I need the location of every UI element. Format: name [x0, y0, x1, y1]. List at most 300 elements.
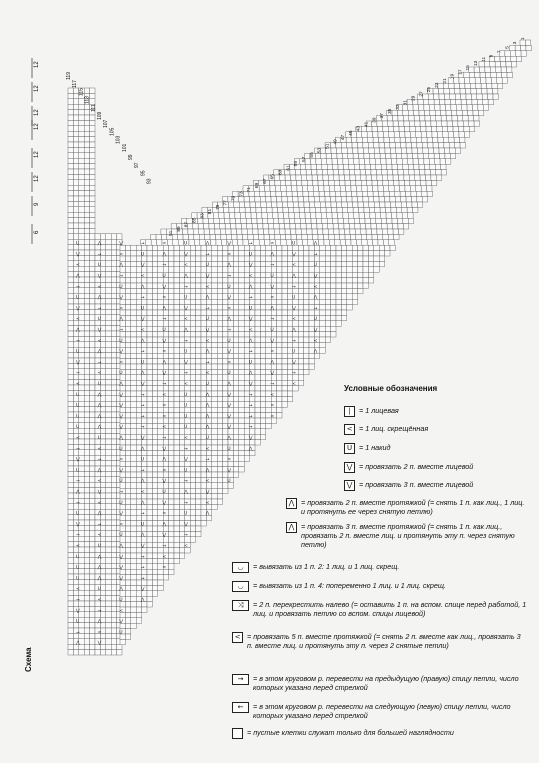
chart-cell: [260, 391, 265, 396]
chart-cell: [125, 558, 130, 563]
chart-cell: [212, 418, 217, 423]
chart-cell: [363, 272, 368, 277]
stitch-symbol: ⋀: [162, 360, 167, 366]
chart-cell: [106, 299, 111, 304]
chart-cell: [325, 337, 330, 342]
chart-cell: [100, 590, 105, 595]
chart-cell: [84, 612, 89, 617]
chart-cell: [362, 240, 367, 245]
stitch-symbol: U: [140, 360, 145, 366]
yarn-over-icon: U: [344, 443, 355, 454]
chart-cell: [268, 224, 273, 229]
chart-cell: [225, 224, 230, 229]
chart-cell: [152, 342, 157, 347]
stitch-symbol: <: [97, 446, 102, 452]
chart-cell: [251, 213, 256, 218]
chart-cell: [152, 542, 157, 547]
chart-cell: [125, 618, 130, 623]
chart-cell: [73, 131, 78, 136]
row-number: 89: [176, 226, 182, 232]
stitch-symbol: U: [76, 295, 80, 301]
chart-cell: [297, 240, 302, 245]
chart-cell: [304, 310, 309, 315]
chart-cell: [79, 417, 84, 422]
chart-cell: [84, 536, 89, 541]
chart-cell: [163, 575, 168, 580]
chart-cell: [196, 386, 201, 391]
stitch-symbol: ⋀: [205, 425, 210, 431]
chart-cell: [111, 342, 116, 347]
chart-cell: [341, 305, 346, 310]
chart-cell: [414, 170, 419, 175]
chart-cell: [497, 78, 502, 83]
chart-cell: [169, 542, 174, 547]
chart-cell: [382, 224, 387, 229]
chart-cell: [90, 547, 95, 552]
stitch-symbol: <: [227, 252, 232, 258]
chart-cell: [325, 310, 330, 315]
chart-cell: [79, 423, 84, 428]
chart-cell: [84, 315, 89, 320]
chart-cell: [190, 245, 195, 250]
chart-cell: [111, 455, 116, 460]
chart-cell: [111, 650, 116, 655]
chart-cell: [169, 251, 174, 256]
chart-cell: [374, 256, 379, 261]
chart-cell: [426, 180, 431, 185]
chart-cell: [418, 153, 423, 158]
chart-cell: [79, 466, 84, 471]
chart-cell: [90, 261, 95, 266]
chart-cell: [212, 353, 217, 358]
stitch-symbol: ⋀: [227, 263, 231, 269]
chart-cell: [90, 585, 95, 590]
chart-cell: [385, 245, 390, 250]
chart-cell: [352, 294, 357, 299]
chart-cell: [217, 375, 222, 380]
chart-cell: [255, 413, 260, 418]
chart-cell: [336, 294, 341, 299]
chart-cell: [382, 121, 387, 126]
chart-cell: [455, 148, 460, 153]
chart-cell: [363, 202, 368, 207]
chart-cell: [152, 321, 157, 326]
chart-cell: [398, 170, 403, 175]
chart-cell: [79, 164, 84, 169]
chart-cell: [131, 548, 136, 553]
stitch-symbol: <: [313, 284, 318, 290]
chart-cell: [84, 331, 89, 336]
chart-cell: [335, 191, 340, 196]
chart-cell: [239, 294, 244, 299]
chart-cell: [90, 455, 95, 460]
chart-cell: [455, 143, 460, 148]
chart-cell: [90, 444, 95, 449]
chart-cell: [68, 558, 73, 563]
chart-cell: [238, 240, 243, 245]
chart-cell: [111, 245, 116, 250]
chart-cell: [402, 159, 407, 164]
chart-cell: [152, 580, 157, 585]
chart-cell: [84, 239, 89, 244]
stitch-symbol: ⋁: [119, 425, 123, 431]
chart-cell: [282, 315, 287, 320]
chart-cell: [152, 483, 157, 488]
chart-cell: [308, 240, 313, 245]
cross-left-icon: ⤨: [232, 600, 249, 611]
chart-cell: [354, 218, 359, 223]
chart-cell: [111, 401, 116, 406]
chart-cell: [196, 380, 201, 385]
chart-cell: [233, 305, 238, 310]
chart-cell: [445, 153, 450, 158]
chart-cell: [340, 240, 345, 245]
chart-cell: [406, 197, 411, 202]
chart-cell: [68, 234, 73, 239]
chart-cell: [408, 213, 413, 218]
chart-cell: [407, 153, 412, 158]
chart-cell: [131, 531, 136, 536]
chart-cell: [111, 461, 116, 466]
stitch-symbol: →: [76, 284, 80, 290]
chart-cell: [212, 456, 217, 461]
stitch-symbol: <: [205, 500, 210, 506]
chart-cell: [217, 364, 222, 369]
chart-cell: [68, 363, 73, 368]
stitch-symbol: <: [76, 263, 80, 269]
chart-cell: [379, 137, 384, 142]
chart-cell: [106, 525, 111, 530]
chart-cell: [340, 180, 345, 185]
chart-cell: [285, 175, 290, 180]
chart-cell: [422, 137, 427, 142]
chart-cell: [320, 283, 325, 288]
chart-cell: [68, 255, 73, 260]
chart-cell: [233, 467, 238, 472]
chart-cell: [277, 353, 282, 358]
chart-cell: [73, 158, 78, 163]
stitch-symbol: ⋁: [76, 306, 80, 312]
chart-cell: [90, 120, 95, 125]
chart-cell: [346, 186, 351, 191]
chart-cell: [239, 386, 244, 391]
chart-cell: [477, 99, 482, 104]
chart-cell: [179, 553, 184, 558]
chart-cell: [68, 579, 73, 584]
chart-cell: [90, 488, 95, 493]
chart-cell: [375, 153, 380, 158]
chart-cell: [458, 121, 463, 126]
stitch-symbol: ⋀: [162, 306, 167, 312]
chart-cell: [111, 617, 116, 622]
chart-cell: [131, 256, 136, 261]
chart-cell: [90, 531, 95, 536]
stitch-symbol: U: [184, 295, 188, 301]
chart-cell: [239, 326, 244, 331]
chart-cell: [174, 456, 179, 461]
chart-cell: [402, 213, 407, 218]
chart-cell: [90, 250, 95, 255]
chart-cell: [408, 218, 413, 223]
chart-cell: [131, 612, 136, 617]
chart-cell: [459, 132, 464, 137]
chart-cell: [68, 288, 73, 293]
chart-cell: [196, 272, 201, 277]
chart-cell: [332, 153, 337, 158]
chart-cell: [438, 143, 443, 148]
chart-cell: [125, 407, 130, 412]
chart-cell: [358, 288, 363, 293]
stitch-symbol: ⋀: [140, 500, 145, 506]
chart-cell: [73, 115, 78, 120]
chart-cell: [147, 364, 152, 369]
chart-cell: [152, 510, 157, 515]
chart-cell: [217, 272, 222, 277]
chart-cell: [169, 413, 174, 418]
chart-cell: [79, 115, 84, 120]
chart-cell: [260, 283, 265, 288]
chart-cell: [68, 272, 73, 277]
stitch-symbol: ⋁: [227, 403, 231, 409]
stitch-symbol: ⋀: [313, 241, 318, 247]
chart-cell: [84, 288, 89, 293]
chart-cell: [68, 250, 73, 255]
chart-cell: [404, 121, 409, 126]
chart-cell: [368, 267, 373, 272]
chart-cell: [436, 116, 441, 121]
chart-cell: [111, 569, 116, 574]
chart-cell: [230, 218, 235, 223]
chart-cell: [413, 207, 418, 212]
chart-cell: [420, 121, 425, 126]
repeat-mark: 9: [34, 202, 40, 206]
chart-cell: [147, 375, 152, 380]
chart-cell: [421, 126, 426, 131]
chart-cell: [174, 402, 179, 407]
row-number: 85: [192, 217, 198, 223]
chart-cell: [460, 89, 465, 94]
chart-cell: [239, 337, 244, 342]
chart-cell: [368, 278, 373, 283]
chart-cell: [262, 213, 267, 218]
stitch-symbol: U: [76, 554, 80, 560]
chart-cell: [125, 391, 130, 396]
chart-cell: [282, 305, 287, 310]
chart-cell: [325, 283, 330, 288]
chart-cell: [320, 299, 325, 304]
chart-cell: [271, 191, 276, 196]
chart-cell: [68, 126, 73, 131]
chart-cell: [298, 326, 303, 331]
chart-cell: [152, 548, 157, 553]
chart-cell: [194, 234, 199, 239]
chart-cell: [84, 169, 89, 174]
chart-cell: [190, 294, 195, 299]
chart-cell: [68, 358, 73, 363]
chart-cell: [233, 245, 238, 250]
chart-cell: [250, 202, 255, 207]
stitch-symbol: →: [227, 328, 232, 333]
chart-cell: [419, 110, 424, 115]
chart-cell: [217, 380, 222, 385]
chart-cell: [174, 359, 179, 364]
increase-4-icon: ◡: [232, 581, 249, 592]
chart-cell: [274, 229, 279, 234]
chart-cell: [79, 471, 84, 476]
chart-cell: [212, 348, 217, 353]
chart-cell: [84, 504, 89, 509]
chart-cell: [336, 202, 341, 207]
chart-cell: [131, 315, 136, 320]
chart-cell: [152, 353, 157, 358]
chart-cell: [106, 650, 111, 655]
chart-cell: [147, 310, 152, 315]
chart-cell: [327, 218, 332, 223]
chart-cell: [336, 267, 341, 272]
chart-cell: [68, 353, 73, 358]
chart-cell: [73, 153, 78, 158]
chart-cell: [327, 164, 332, 169]
chart-cell: [491, 72, 496, 77]
chart-cell: [190, 461, 195, 466]
chart-cell: [404, 180, 409, 185]
chart-cell: [427, 137, 432, 142]
chart-cell: [125, 369, 130, 374]
chart-cell: [411, 191, 416, 196]
chart-cell: [388, 126, 393, 131]
chart-cell: [336, 261, 341, 266]
chart-cell: [282, 386, 287, 391]
chart-cell: [90, 180, 95, 185]
chart-cell: [196, 429, 201, 434]
chart-cell: [174, 337, 179, 342]
chart-cell: [73, 147, 78, 152]
stitch-symbol: U: [227, 479, 231, 485]
chart-cell: [68, 331, 73, 336]
chart-cell: [190, 337, 195, 342]
chart-cell: [255, 305, 260, 310]
chart-cell: [397, 164, 402, 169]
stitch-symbol: <: [270, 392, 275, 398]
chart-cell: [90, 185, 95, 190]
chart-cell: [233, 315, 238, 320]
chart-cell: [457, 116, 462, 121]
chart-cell: [363, 143, 368, 148]
stitch-symbol: <: [162, 349, 167, 355]
stitch-symbol: ⋁: [227, 241, 231, 247]
chart-cell: [125, 332, 130, 337]
stitch-symbol: ⋀: [76, 490, 80, 495]
chart-cell: [79, 234, 84, 239]
chart-cell: [84, 158, 89, 163]
chart-cell: [174, 299, 179, 304]
chart-cell: [239, 278, 244, 283]
chart-cell: [358, 245, 363, 250]
chart-cell: [90, 623, 95, 628]
chart-cell: [125, 348, 130, 353]
chart-cell: [427, 132, 432, 137]
chart-cell: [111, 304, 116, 309]
chart-cell: [68, 110, 73, 115]
chart-cell: [125, 386, 130, 391]
stitch-symbol: →: [205, 252, 210, 258]
chart-cell: [277, 283, 282, 288]
chart-cell: [461, 99, 466, 104]
chart-cell: [212, 251, 217, 256]
chart-cell: [131, 440, 136, 445]
chart-cell: [90, 212, 95, 217]
chart-cell: [356, 240, 361, 245]
chart-cell: [326, 202, 331, 207]
chart-cell: [252, 224, 257, 229]
chart-cell: [106, 255, 111, 260]
chart-cell: [147, 483, 152, 488]
chart-cell: [405, 186, 410, 191]
chart-cell: [454, 132, 459, 137]
chart-cell: [147, 526, 152, 531]
chart-cell: [73, 120, 78, 125]
chart-cell: [421, 180, 426, 185]
chart-cell: [68, 228, 73, 233]
row-number: 5: [505, 46, 511, 49]
stitch-symbol: ⋁: [119, 554, 123, 560]
chart-cell: [374, 143, 379, 148]
stitch-symbol: U: [76, 241, 80, 247]
chart-cell: [239, 299, 244, 304]
chart-cell: [289, 213, 294, 218]
chart-cell: [488, 99, 493, 104]
chart-cell: [111, 493, 116, 498]
chart-cell: [111, 396, 116, 401]
chart-cell: [309, 197, 314, 202]
chart-cell: [360, 170, 365, 175]
chart-cell: [379, 261, 384, 266]
chart-cell: [490, 67, 495, 72]
chart-cell: [217, 483, 222, 488]
chart-cell: [152, 413, 157, 418]
chart-cell: [365, 218, 370, 223]
chart-cell: [465, 83, 470, 88]
row-number: 71: [247, 187, 253, 193]
chart-cell: [125, 321, 130, 326]
chart-cell: [125, 310, 130, 315]
chart-cell: [469, 72, 474, 77]
stitch-symbol: ⋁: [119, 241, 123, 247]
chart-cell: [331, 299, 336, 304]
chart-cell: [428, 94, 433, 99]
chart-cell: [219, 218, 224, 223]
chart-cell: [190, 321, 195, 326]
chart-cell: [131, 580, 136, 585]
stitch-symbol: <: [162, 392, 167, 398]
chart-cell: [212, 342, 217, 347]
legend-item-shift-left: ← = в этом круговом р. перевести на следующую (левую) спицу петли, число которых указано перед стрелкой: [232, 702, 528, 720]
chart-cell: [282, 337, 287, 342]
chart-cell: [68, 277, 73, 282]
chart-cell: [315, 202, 320, 207]
stitch-symbol: U: [76, 392, 80, 398]
chart-cell: [90, 633, 95, 638]
chart-cell: [79, 347, 84, 352]
chart-cell: [358, 272, 363, 277]
chart-cell: [239, 202, 244, 207]
stitch-symbol: <: [270, 414, 275, 420]
row-number: 109: [97, 111, 103, 120]
chart-cell: [90, 515, 95, 520]
chart-cell: [239, 267, 244, 272]
chart-cell: [413, 153, 418, 158]
chart-cell: [298, 251, 303, 256]
